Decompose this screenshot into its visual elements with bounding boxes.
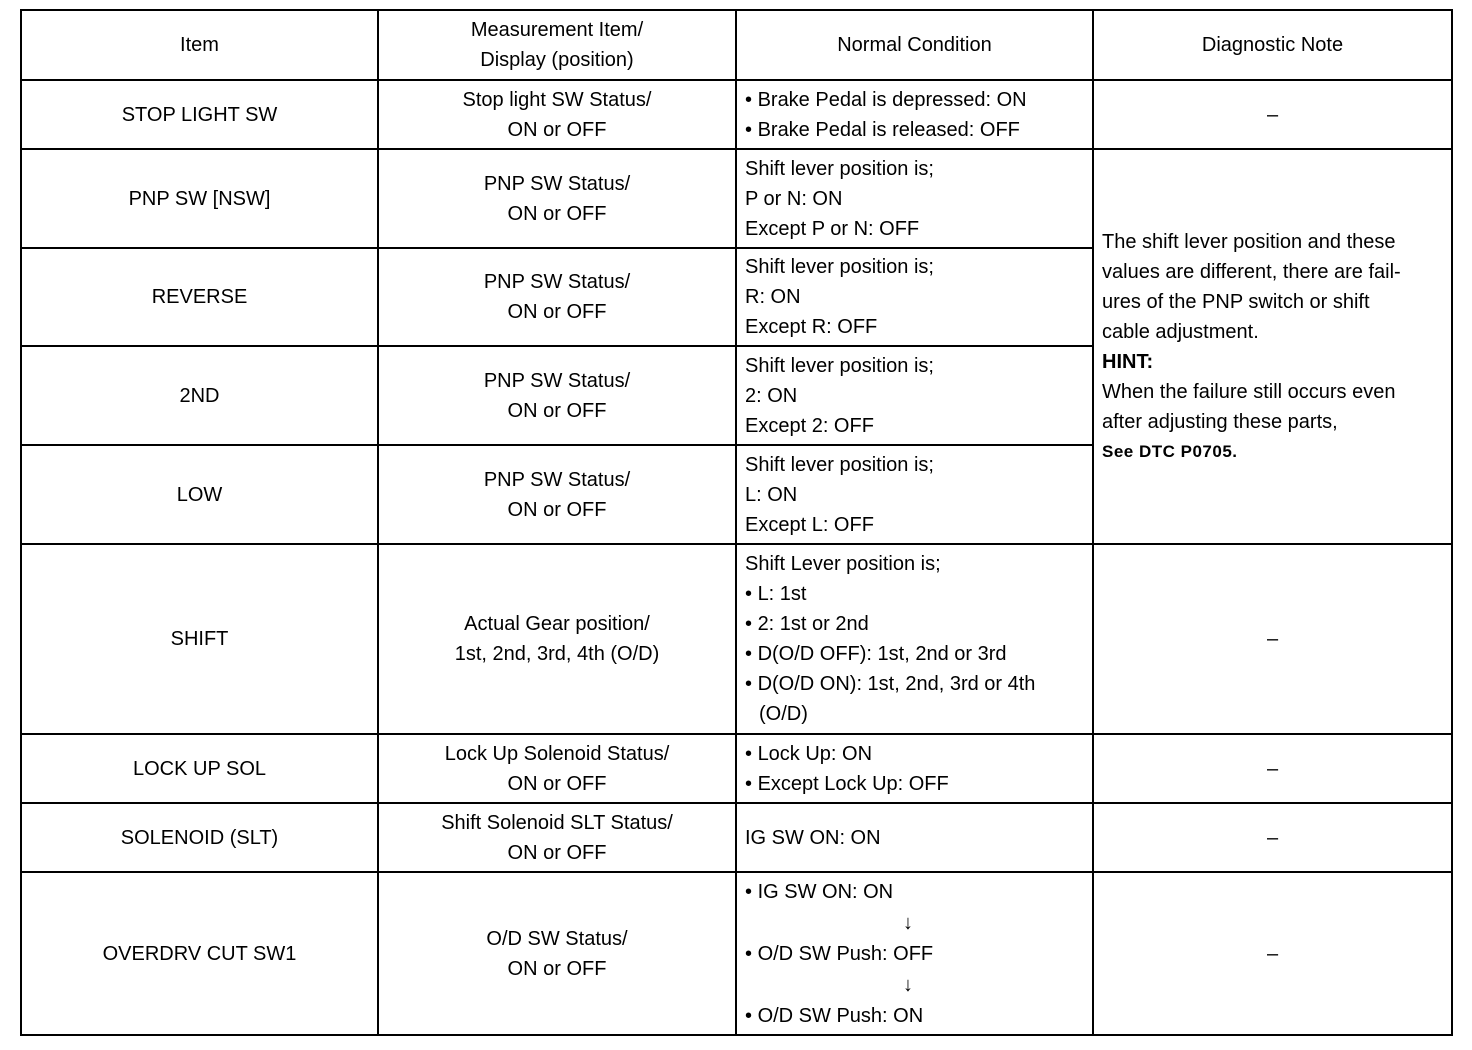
- diagnostic-note-cell: –: [1093, 734, 1452, 803]
- measurement-line: ON or OFF: [507, 772, 607, 795]
- measurement-cell: [378, 149, 736, 248]
- pnp-diagnostic-note-cell: [1093, 149, 1452, 544]
- condition-line: • Brake Pedal is depressed: ON: [745, 85, 1084, 115]
- condition-line: Except R: OFF: [745, 316, 878, 338]
- header-normal-condition: Normal Condition: [736, 10, 1093, 80]
- item-cell: SOLENOID (SLT): [21, 803, 378, 872]
- normal-condition-cell: [736, 248, 1093, 346]
- condition-line: • O/D SW Push: OFF: [745, 939, 1084, 969]
- measurement-line: ON or OFF: [507, 957, 607, 980]
- item-cell: OVERDRV CUT SW1: [21, 872, 378, 1035]
- condition-line: Shift lever position is;: [745, 157, 934, 180]
- measurement-line: ON or OFF: [507, 399, 607, 422]
- condition-line: Except P or N: OFF: [745, 217, 920, 240]
- normal-condition-cell: [736, 544, 1093, 734]
- condition-line: Except 2: OFF: [745, 414, 874, 437]
- condition-line: • O/D SW Push: ON: [745, 1001, 1084, 1031]
- measurement-line: PNP SW Status/: [483, 271, 631, 293]
- measurement-cell: [378, 803, 736, 872]
- down-arrow-icon: ↓: [903, 973, 913, 996]
- normal-condition-cell: IG SW ON: ON: [736, 803, 1093, 872]
- condition-line: Shift lever position is;: [745, 453, 934, 476]
- condition-line: • L: 1st: [745, 579, 1084, 609]
- measurement-cell: [378, 80, 736, 149]
- item-cell: REVERSE: [21, 248, 378, 346]
- measurement-line: Actual Gear position/: [464, 613, 650, 635]
- condition-line: Shift Lever position is;: [745, 553, 941, 575]
- measurement-line: ON or OFF: [507, 118, 607, 141]
- normal-condition-cell: [736, 149, 1093, 248]
- item-cell: PNP SW [NSW]: [21, 149, 378, 248]
- diagnostic-note-cell: –: [1093, 80, 1452, 149]
- diagnostic-table: [20, 9, 1453, 1036]
- note-line: ures of the PNP switch or shift: [1102, 290, 1370, 313]
- item-cell: SHIFT: [21, 544, 378, 734]
- condition-line: • D(O/D ON): 1st, 2nd, 3rd or 4th: [745, 669, 1084, 699]
- condition-line: Shift lever position is;: [745, 354, 934, 377]
- condition-line: • D(O/D OFF): 1st, 2nd or 3rd: [745, 639, 1084, 669]
- hint-label: HINT:: [1102, 350, 1154, 373]
- header-item: Item: [21, 10, 378, 80]
- measurement-line: 1st, 2nd, 3rd, 4th (O/D): [454, 643, 660, 665]
- item-cell: LOCK UP SOL: [21, 734, 378, 803]
- condition-line: • Lock Up: ON: [745, 739, 1084, 769]
- condition-line: • Brake Pedal is released: OFF: [745, 115, 1084, 145]
- measurement-line: O/D SW Status/: [486, 927, 628, 950]
- note-line: values are different, there are fail-: [1102, 260, 1401, 283]
- measurement-line: Stop light SW Status/: [462, 88, 652, 111]
- diagnostic-note-cell: –: [1093, 872, 1452, 1035]
- header-row: [21, 10, 1452, 80]
- note-line: cable adjustment.: [1102, 320, 1259, 343]
- note-line: When the failure still occurs even: [1102, 380, 1396, 403]
- measurement-line: ON or OFF: [507, 841, 607, 864]
- normal-condition-cell: [736, 346, 1093, 445]
- measurement-line: ON or OFF: [507, 202, 607, 225]
- item-cell: 2ND: [21, 346, 378, 445]
- diagnostic-note-cell: –: [1093, 803, 1452, 872]
- table-row-pnp-sw: [21, 149, 1452, 248]
- table-row-stop-light-sw: [21, 80, 1452, 149]
- measurement-cell: [378, 346, 736, 445]
- note-line: after adjusting these parts,: [1102, 410, 1338, 433]
- down-arrow-icon: ↓: [903, 911, 913, 934]
- item-cell: LOW: [21, 445, 378, 544]
- measurement-line: ON or OFF: [507, 498, 607, 521]
- measurement-line: PNP SW Status/: [483, 369, 631, 392]
- measurement-cell: [378, 248, 736, 346]
- condition-line: Except L: OFF: [745, 513, 874, 536]
- header-measurement-line2: Display (position): [480, 49, 634, 71]
- item-cell: STOP LIGHT SW: [21, 80, 378, 149]
- table-row-solenoid-slt: [21, 803, 1452, 872]
- measurement-line: PNP SW Status/: [483, 172, 631, 195]
- condition-line: • Except Lock Up: OFF: [745, 769, 1084, 799]
- table-row-shift: [21, 544, 1452, 734]
- condition-line: • IG SW ON: ON: [745, 877, 1084, 907]
- normal-condition-cell: [736, 80, 1093, 149]
- measurement-line: Shift Solenoid SLT Status/: [441, 811, 673, 834]
- measurement-cell: [378, 734, 736, 803]
- normal-condition-cell: [736, 734, 1093, 803]
- condition-line: P or N: ON: [745, 187, 843, 210]
- condition-line: (O/D): [759, 703, 808, 725]
- condition-line: Shift lever position is;: [745, 256, 934, 278]
- normal-condition-cell: [736, 872, 1093, 1035]
- condition-line: L: ON: [745, 483, 798, 506]
- measurement-line: ON or OFF: [507, 301, 607, 323]
- header-measurement-line1: Measurement Item/: [470, 19, 644, 41]
- table-row-overdrv-cut-sw1: [21, 872, 1452, 1035]
- condition-line: R: ON: [745, 286, 801, 308]
- measurement-cell: [378, 544, 736, 734]
- measurement-line: Lock Up Solenoid Status/: [444, 742, 670, 765]
- diagnostic-note-cell: –: [1093, 544, 1452, 734]
- see-dtc-reference: See DTC P0705.: [1102, 441, 1238, 461]
- normal-condition-cell: [736, 445, 1093, 544]
- condition-line: 2: ON: [745, 384, 798, 407]
- note-line: The shift lever position and these: [1102, 230, 1396, 253]
- measurement-line: PNP SW Status/: [483, 468, 631, 491]
- header-measurement: [378, 10, 736, 80]
- measurement-cell: [378, 445, 736, 544]
- header-diagnostic-note: Diagnostic Note: [1093, 10, 1452, 80]
- table-row-lock-up-sol: [21, 734, 1452, 803]
- condition-line: • 2: 1st or 2nd: [745, 609, 1084, 639]
- measurement-cell: [378, 872, 736, 1035]
